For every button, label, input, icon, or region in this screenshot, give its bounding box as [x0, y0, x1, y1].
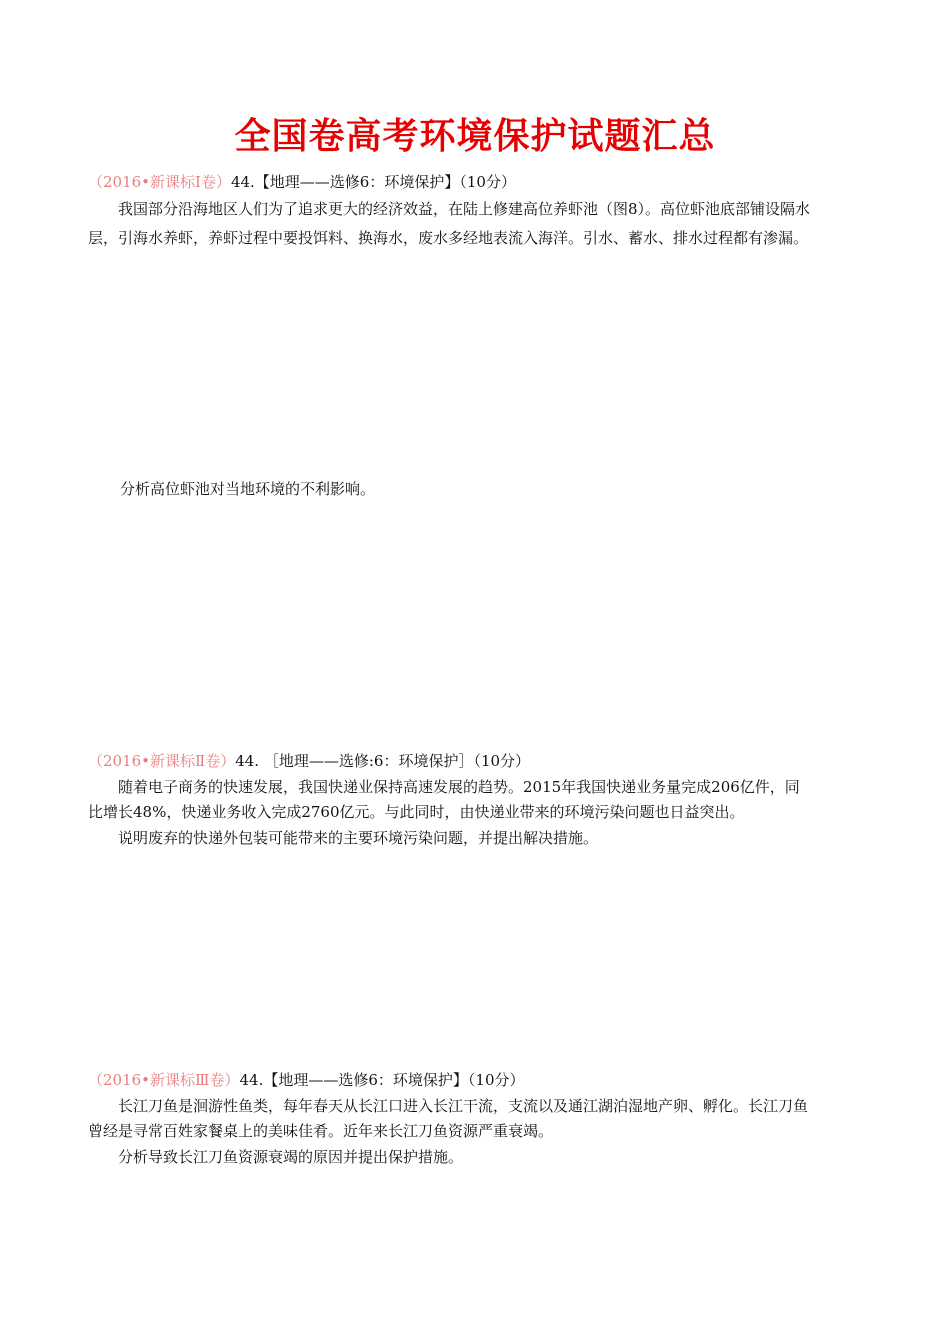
document-title: 全国卷高考环境保护试题汇总: [234, 115, 716, 157]
q2-para-line-2: 比增长48%，快递业务收入完成2760亿元。与此同时，由快递业带来的环境污染问题也日益突出。: [88, 803, 745, 821]
q3-para-line-2: 曾经是寻常百姓家餐桌上的美味佳肴。近年来长江刀鱼资源严重衰竭。: [88, 1122, 554, 1140]
q1-para-line-2: 层，引海水养虾，养虾过程中要投饵料、换海水，废水多经地表流入海洋。引水、蓄水、排水过程都有渗漏。: [88, 229, 809, 247]
q2-heading: [88, 749, 868, 773]
q1-heading: [88, 170, 868, 194]
q2-source: （2016•新课标Ⅱ卷）: [88, 752, 236, 770]
q2-question: 说明废弃的快递外包装可能带来的主要环境污染问题，并提出解决措施。: [118, 829, 599, 847]
q1-header: 44.【地理——选修6：环境保护】（10分）: [230, 173, 516, 191]
q1-question: 分析高位虾池对当地环境的不利影响。: [120, 480, 376, 498]
q2-header: 44. ［地理——选修:6：环境保护］（10分）: [235, 752, 531, 770]
q3-header: 44.【地理——选修6：环境保护】（10分）: [239, 1071, 525, 1089]
q2-para-line-1: 随着电子商务的快速发展，我国快递业保持高速发展的趋势。2015年我国快递业务量完成206亿件，同: [118, 778, 800, 796]
q3-heading: [88, 1068, 868, 1092]
q3-para-line-1: 长江刀鱼是洄游性鱼类，每年春天从长江口进入长江干流，支流以及通江湖泊湿地产卵、孵化。长江刀鱼: [118, 1097, 809, 1115]
q1-source: （2016•新课标Ⅰ卷）: [88, 173, 231, 191]
q1-para-line-1: 我国部分沿海地区人们为了追求更大的经济效益，在陆上修建高位养虾池（图8）。高位虾池底部铺设隔水: [118, 200, 811, 218]
q3-source: （2016•新课标Ⅲ卷）: [88, 1071, 240, 1089]
q3-question: 分析导致长江刀鱼资源衰竭的原因并提出保护措施。: [118, 1148, 464, 1166]
